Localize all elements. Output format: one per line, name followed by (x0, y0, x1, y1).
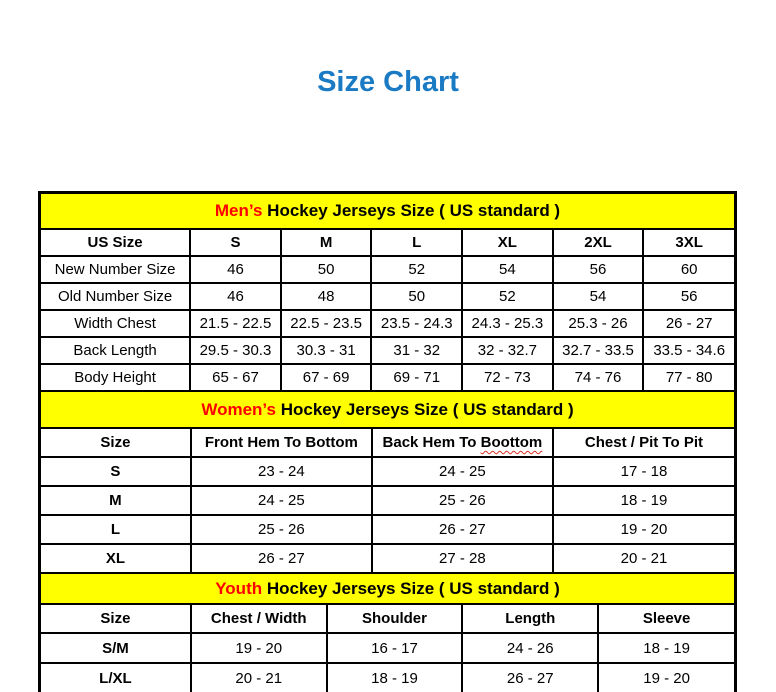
column-header: Size (41, 429, 191, 457)
table-cell: 25 - 26 (372, 486, 553, 515)
row-header: M (41, 486, 191, 515)
table-cell: 56 (553, 256, 644, 283)
row-header: Width Chest (41, 310, 190, 337)
youth-size-section (41, 572, 734, 692)
table-cell: 46 (190, 283, 281, 310)
column-header: XL (462, 230, 553, 256)
column-header: Shoulder (327, 605, 463, 633)
row-header: Body Height (41, 364, 190, 390)
womens-banner-highlight: Women’s (201, 399, 276, 419)
row-header: L/XL (41, 663, 191, 692)
column-header: US Size (41, 230, 190, 256)
table-cell: 27 - 28 (372, 544, 553, 572)
column-header: Front Hem To Bottom (191, 429, 372, 457)
table-cell: 19 - 20 (191, 633, 327, 663)
mens-banner-highlight: Men’s (214, 201, 263, 220)
mens-banner (41, 194, 734, 230)
column-header: S (190, 230, 281, 256)
table-cell: 25.3 - 26 (553, 310, 644, 337)
table-cell: 54 (462, 256, 553, 283)
table-cell: 32.7 - 33.5 (553, 337, 644, 364)
row-header: S/M (41, 633, 191, 663)
table-cell: 52 (371, 256, 462, 283)
table-cell: 26 - 27 (462, 663, 598, 692)
table-cell: 18 - 19 (553, 486, 734, 515)
table-cell: 32 - 32.7 (462, 337, 553, 364)
table-cell: 67 - 69 (281, 364, 372, 390)
table-cell: 24 - 26 (462, 633, 598, 663)
page-title: Size Chart (317, 66, 459, 98)
table-cell: 17 - 18 (553, 457, 734, 486)
table-cell: 26 - 27 (643, 310, 734, 337)
womens-size-section (41, 390, 734, 572)
womens-banner-text: Hockey Jerseys Size ( US standard ) (275, 399, 574, 419)
column-header: Back Hem To Boottom (372, 429, 553, 457)
table-cell: 50 (371, 283, 462, 310)
table-cell: 69 - 71 (371, 364, 462, 390)
table-cell: 24 - 25 (191, 486, 372, 515)
table-cell: 18 - 19 (327, 663, 463, 692)
column-header: L (371, 230, 462, 256)
row-header: Old Number Size (41, 283, 190, 310)
row-header: XL (41, 544, 191, 572)
table-cell: 33.5 - 34.6 (643, 337, 734, 364)
mens-size-table (41, 230, 734, 390)
table-cell: 31 - 32 (371, 337, 462, 364)
table-cell: 23.5 - 24.3 (371, 310, 462, 337)
table-cell: 24 - 25 (372, 457, 553, 486)
table-cell: 25 - 26 (191, 515, 372, 544)
table-cell: 48 (281, 283, 372, 310)
table-cell: 54 (553, 283, 644, 310)
table-cell: 19 - 20 (553, 515, 734, 544)
column-header: 3XL (643, 230, 734, 256)
table-cell: 26 - 27 (191, 544, 372, 572)
row-header: Back Length (41, 337, 190, 364)
table-cell: 30.3 - 31 (281, 337, 372, 364)
table-cell: 46 (190, 256, 281, 283)
column-header: Chest / Pit To Pit (553, 429, 734, 457)
womens-banner (41, 390, 734, 429)
table-cell: 50 (281, 256, 372, 283)
table-cell: 23 - 24 (191, 457, 372, 486)
table-cell: 56 (643, 283, 734, 310)
table-cell: 19 - 20 (598, 663, 734, 692)
column-header: Chest / Width (191, 605, 327, 633)
table-cell: 22.5 - 23.5 (281, 310, 372, 337)
table-cell: 29.5 - 30.3 (190, 337, 281, 364)
mens-banner-text: Hockey Jerseys Size ( US standard ) (262, 201, 561, 220)
table-cell: 74 - 76 (553, 364, 644, 390)
mens-size-section (41, 194, 734, 390)
table-cell: 16 - 17 (327, 633, 463, 663)
column-header: Size (41, 605, 191, 633)
column-header: 2XL (553, 230, 644, 256)
table-cell: 24.3 - 25.3 (462, 310, 553, 337)
womens-size-table (41, 429, 734, 572)
table-cell: 72 - 73 (462, 364, 553, 390)
row-header: L (41, 515, 191, 544)
column-header: Sleeve (598, 605, 734, 633)
table-cell: 60 (643, 256, 734, 283)
misspelled-word: Boottom (480, 434, 543, 451)
column-header: M (281, 230, 372, 256)
table-cell: 26 - 27 (372, 515, 553, 544)
youth-banner (41, 572, 734, 605)
table-cell: 20 - 21 (191, 663, 327, 692)
row-header: New Number Size (41, 256, 190, 283)
youth-banner-text: Hockey Jerseys Size ( US standard ) (262, 578, 560, 598)
row-header: S (41, 457, 191, 486)
table-cell: 18 - 19 (598, 633, 734, 663)
column-header: Length (462, 605, 598, 633)
table-cell: 20 - 21 (553, 544, 734, 572)
table-cell: 21.5 - 22.5 (190, 310, 281, 337)
youth-size-table (41, 605, 734, 692)
table-cell: 77 - 80 (643, 364, 734, 390)
table-cell: 65 - 67 (190, 364, 281, 390)
size-chart (38, 191, 737, 692)
youth-banner-highlight: Youth (215, 578, 263, 598)
table-cell: 52 (462, 283, 553, 310)
